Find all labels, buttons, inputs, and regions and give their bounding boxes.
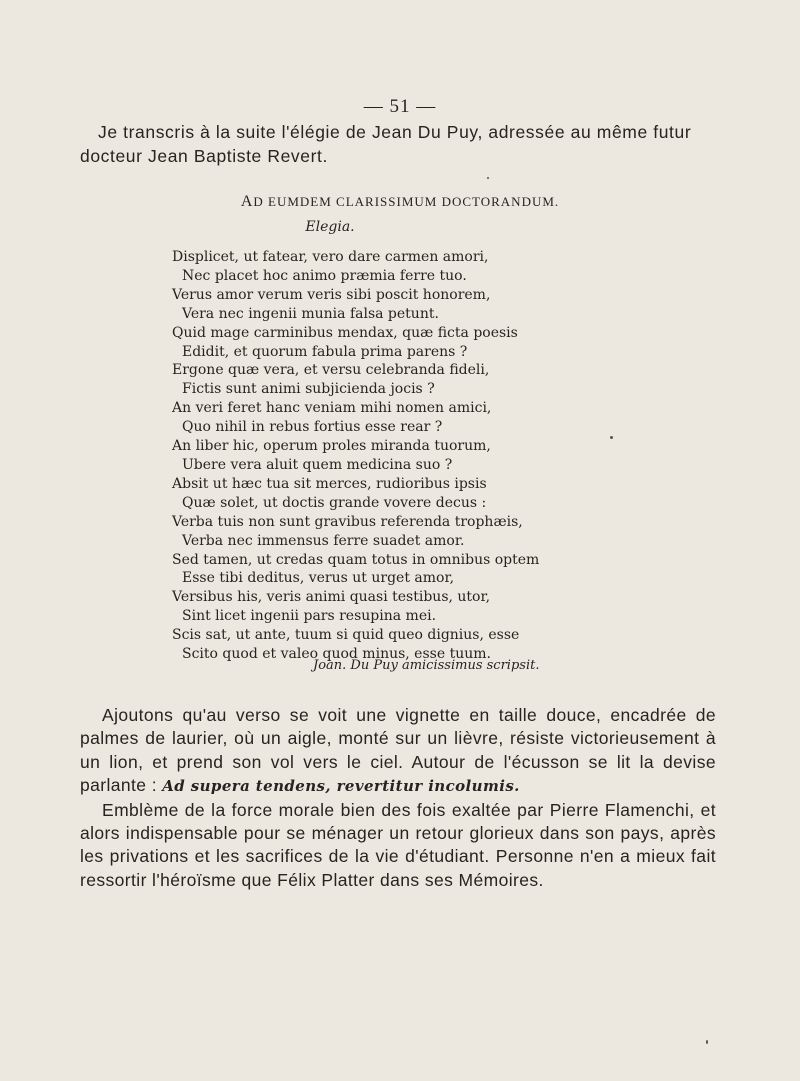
paper-speck [610,436,613,439]
poem-line: Ergone quæ vera, et versu celebranda fideli, [172,362,490,379]
poem-line: Verba nec immensus ferre suadet amor. [182,532,465,549]
poem-line: Vera nec ingenii munia falsa petunt. [182,305,439,322]
page-number: — 51 — [363,96,437,117]
poem-title-initial: A [240,193,254,210]
poem-line: Ubere vera aluit quem medicina suo ? [182,456,453,473]
motto: Ad supera tendens, revertitur incolumis. [162,777,520,796]
poem-line: Absit ut hæc tua sit merces, rudioribus ipsis [172,475,487,492]
poem-line: Quid mage carminibus mendax, quæ ficta poesis [172,324,518,341]
poem-line: Sint licet ingenii pars resupina mei. [182,608,437,625]
poem-line: Edidit, et quorum fabula prima parens ? [182,343,468,360]
intro-paragraph [80,120,716,168]
poem-line: Sed tamen, ut credas quam totus in omnibus optem [172,551,540,568]
poem-line: An veri feret hanc veniam mihi nomen amici, [172,400,492,417]
poem-line: Verba tuis non sunt gravibus referenda trophæis, [172,513,523,530]
poem-line: Scito quod et valeo quod minus, esse tuum. [182,646,491,663]
poem-line: Quæ solet, ut doctis grande vovere decus : [182,494,487,511]
poem-line: Quo nihil in rebus fortius esse rear ? [182,419,443,436]
poem-line: Scis sat, ut ante, tuum si quid queo dignius, esse [172,627,520,644]
poem-title-rest: D EUMDEM CLARISSIMUM DOCTORANDUM. [253,194,560,209]
intro-line-2: docteur Jean Baptiste Revert. [80,146,328,166]
commentary [80,704,716,892]
poem-line: Verus amor verum veris sibi poscit honorem, [172,286,491,303]
poem-signature: Joan. Du Puy amicissimus scripsit. [313,658,540,673]
paper-speck [487,177,489,179]
poem-line: Displicet, ut fatear, vero dare carmen amori, [172,249,489,265]
paragraph-vignette [80,704,716,799]
paper-speck [706,1040,708,1044]
poem-line: Versibus his, veris animi quasi testibus, utor, [172,589,491,606]
poem-body [172,248,592,664]
paragraph-emblem: Emblème de la force morale bien des fois exaltée par Pierre Flamenchi, et alors indispensable pour se ménager un retour glorieux dans son pays, après les privations et les sacrifices de la vie d'étudiant. Personne n'en a mieux fait ressortir l'héroïsme que Félix Platter dans ses Mémoires. [80,799,716,890]
poem-subtitle: Elegia. [305,219,355,235]
poem-line: Nec placet hoc animo præmia ferre tuo. [182,267,467,284]
poem-line: Esse tibi deditus, verus ut urget amor, [182,570,455,587]
poem-line: Fictis sunt animi subjicienda jocis ? [182,381,435,398]
intro-line-1: Je transcris à la suite l'élégie de Jean Du Puy, adressée au même futur [98,122,692,142]
poem-title [0,193,800,211]
paragraph-vignette-text: Ajoutons qu'au verso se voit une vignette en taille douce, encadrée de palmes de laurier, où un aigle, monté sur un lièvre, résiste victorieusement à un lion, et prend son vol vers le ciel. Autour de l'écusson se lit la devise parlante : [80,705,716,796]
poem-line: An liber hic, operum proles miranda tuorum, [172,438,491,455]
